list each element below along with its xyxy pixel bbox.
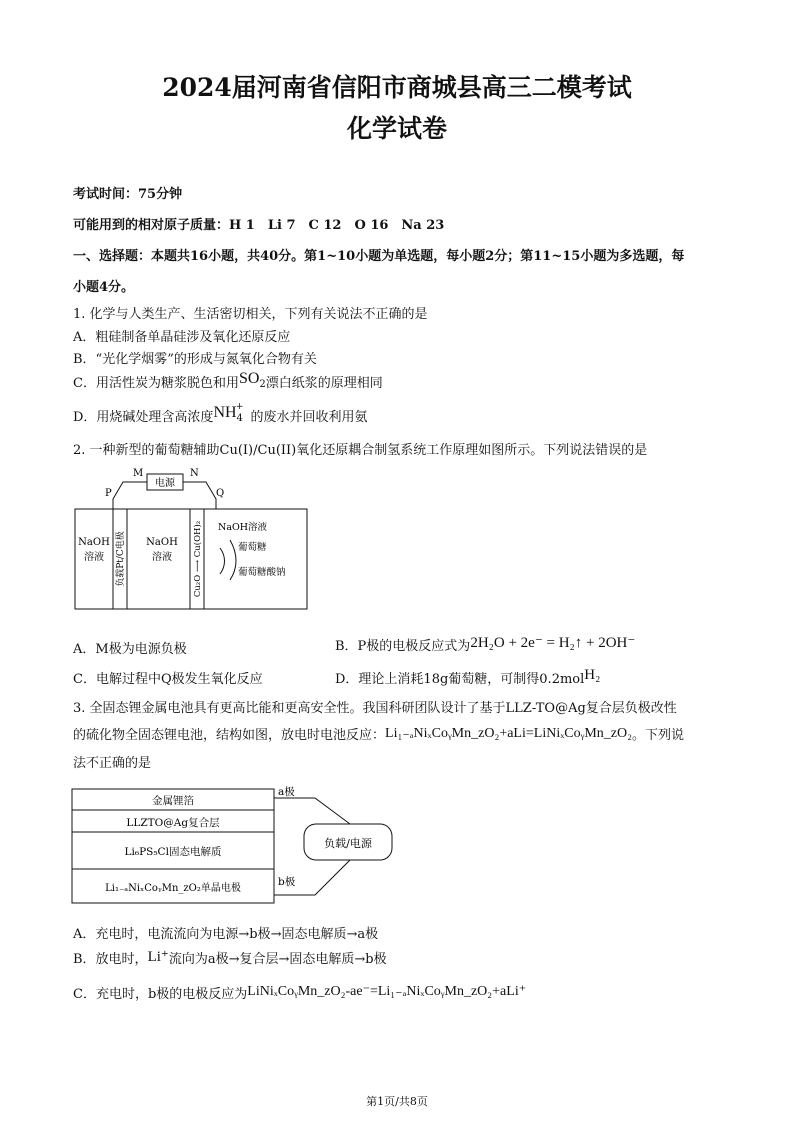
pole-b-label: b极 [278,876,296,888]
q1-option-c: C．用活性炭为糖浆脱色和用SO2漂白纸浆的原理相同 [73,370,383,391]
q2-electrolysis-diagram [70,462,320,614]
pt-electrode-label: 负载Pt/C电极 [116,531,126,587]
pole-p-label: P [105,488,112,499]
pole-m-label: M [133,468,144,479]
q3-line3: 法不正确的是 [73,756,152,771]
power-source-label: 电源 [155,478,175,489]
section-heading-line2: 小题4分。 [73,280,135,295]
middle-solution-line1: NaOH [146,537,178,548]
page-title: 2024届河南省信阳市商城县高三二模考试 [162,73,632,102]
left-solution-line2: 溶液 [84,552,104,563]
middle-solution-line2: 溶液 [152,552,172,563]
section-heading-line1: 一、选择题：本题共16小题，共40分。第1~10小题为单选题，每小题2分；第11~15小题为多选题，每 [73,249,685,264]
layer-cathode: Li₁₋ₐNiₓCoᵧMn_zO₂单晶电极 [105,883,241,894]
q1-option-a: A．粗硅制备单晶硅涉及氧化还原反应 [73,330,291,345]
layer-solid-electrolyte: Li₆PS₅Cl固态电解质 [124,846,222,858]
atomic-masses: 可能用到的相对原子质量：H 1 Li 7 C 12 O 16 Na 23 [73,218,445,233]
q2-option-c: C．电解过程中Q极发生氧化反应 [73,672,263,687]
copper-electrode-label: Cu₂O ⟶ Cu(OH)₂ [193,520,203,598]
page-number: 第1页/共8页 [366,1095,428,1108]
q3-option-c: C．充电时，b极的电极反应为LiNiₓCoᵧMn_zO₂-ae⁻=Li₁₋ₐNiₓCoᵧMn_zO₂+aLi⁺ [73,984,527,1002]
load-source-label: 负载/电源 [324,837,372,850]
page-subtitle: 化学试卷 [346,114,447,143]
q1-option-d: D．用烧碱处理含高浓度NH4+的废水并回收利用氨 [73,402,368,425]
layer-lithium-foil: 金属锂箔 [152,795,194,807]
q3-option-a: A．充电时，电流流向为电源→b极→固态电解质→a极 [73,927,379,942]
q2-option-a: A．M极为电源负极 [73,642,187,657]
pole-n-label: N [190,468,199,479]
q2-stem: 2. 一种新型的葡萄糖辅助Cu(I)/Cu(II)氧化还原耦合制氢系统工作原理如图所示。下列说法错误的是 [73,443,648,458]
q3-line2: 的硫化物全固态锂电池，结构如图，放电时电池反应：Li₁₋ₐNiₓCoᵧMn_zO₂+aLi=LiNiₓCoᵧMn_zO₂。下列说 [73,726,684,743]
q3-option-b: B．放电时，Li⁺流向为a极→复合层→固态电解质→b极 [73,949,387,967]
q1-stem: 1. 化学与人类生产、生活密切相关，下列有关说法不正确的是 [73,307,428,322]
glucose-label: 葡萄糖 [238,542,267,553]
pole-a-label: a极 [278,786,295,798]
pole-q-label: Q [216,488,225,499]
q2-option-d: D．理论上消耗18g葡萄糖，可制得0.2molH₂ [335,667,601,687]
q3-line1: 3. 全固态锂金属电池具有更高比能和更高安全性。我国科研团队设计了基于LLZ-TO@Ag复合层负极改性 [73,701,677,716]
layer-composite: LLZTO@Ag复合层 [126,817,220,829]
q3-battery-diagram [70,782,400,910]
q2-option-b: B．P极的电极反应式为2H₂O + 2e⁻ = H₂↑ + 2OH⁻ [335,635,636,654]
exam-time: 考试时间：75分钟 [73,187,183,202]
gluconate-label: 葡萄糖酸钠 [238,567,286,578]
left-solution-line1: NaOH [78,537,110,548]
right-solution-label: NaOH溶液 [218,522,268,533]
q1-option-b: B．“光化学烟雾”的形成与氮氧化合物有关 [73,352,317,367]
